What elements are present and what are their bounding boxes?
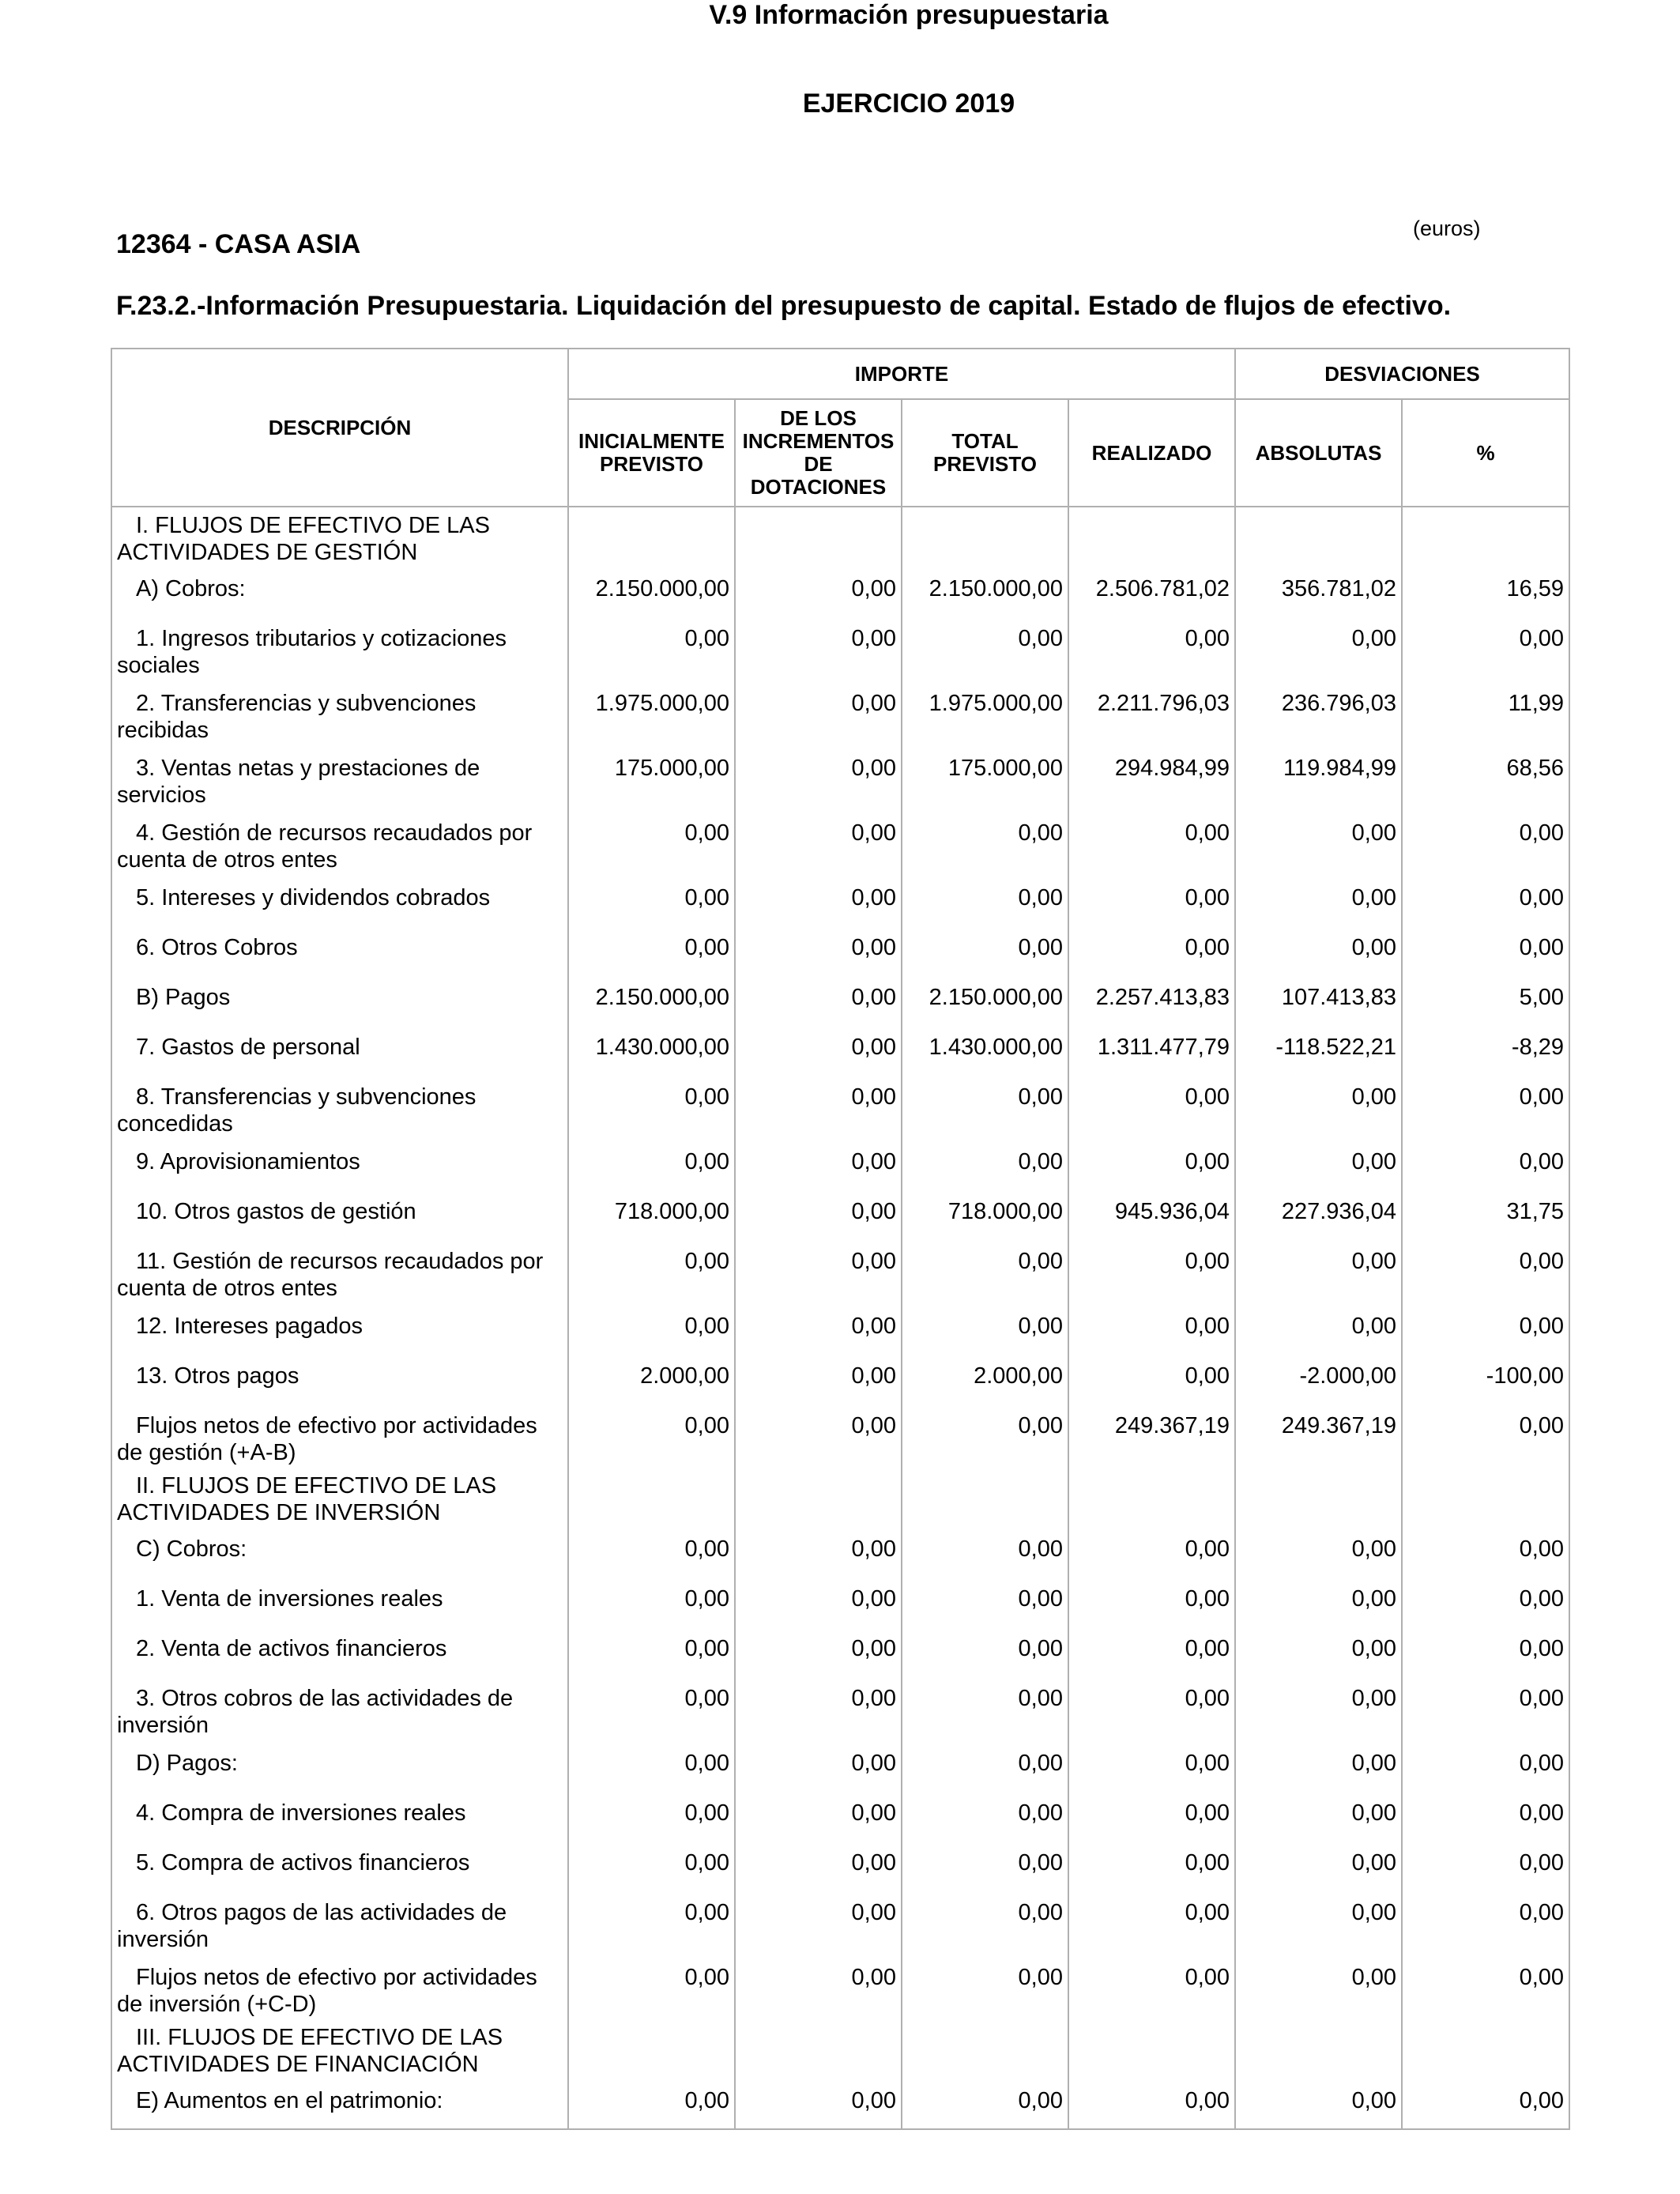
- row-label: 2. Venta de activos financieros: [136, 1636, 447, 1661]
- row-label: C) Cobros:: [136, 1536, 247, 1562]
- cell-incrementos: 0,00: [735, 616, 902, 680]
- cell-realizado: 2.211.796,03: [1068, 680, 1235, 745]
- cell-inicialmente-previsto: 175.000,00: [568, 745, 735, 810]
- form-title: F.23.2.-Información Presupuestaria. Liquidación del presupuesto de capital. Estado de flujos de efectivo.: [116, 291, 1452, 321]
- row-label: 3. Ventas netas y prestaciones de servicios: [117, 756, 480, 808]
- cell-total-previsto: 0,00: [902, 1403, 1068, 1468]
- row-label: E) Aumentos en el patrimonio:: [136, 2088, 443, 2113]
- cell-incrementos: 0,00: [735, 1576, 902, 1626]
- cell-porcentaje: 68,56: [1402, 745, 1569, 810]
- row-label: Flujos netos de efectivo por actividades de gestión (+A-B): [117, 1413, 537, 1465]
- table-row: [111, 1024, 1569, 1074]
- cell-absolutas: 0,00: [1235, 810, 1402, 875]
- table-row: [111, 1626, 1569, 1676]
- row-label: 9. Aprovisionamientos: [136, 1149, 360, 1174]
- cell-porcentaje: 0,00: [1402, 1238, 1569, 1303]
- cell-absolutas: 0,00: [1235, 1139, 1402, 1189]
- row-description: [111, 1676, 568, 1740]
- units-label: (euros): [1413, 217, 1481, 240]
- cell-inicialmente-previsto: 2.150.000,00: [568, 566, 735, 616]
- row-description: [111, 1189, 568, 1238]
- cell-realizado: [1068, 1468, 1235, 1526]
- cell-porcentaje: 0,00: [1402, 1955, 1569, 2019]
- cell-total-previsto: 2.150.000,00: [902, 566, 1068, 616]
- cell-inicialmente-previsto: 0,00: [568, 1403, 735, 1468]
- header-absolutas: ABSOLUTAS: [1235, 399, 1402, 507]
- cell-absolutas: 0,00: [1235, 1790, 1402, 1840]
- table-row: [111, 680, 1569, 745]
- cell-inicialmente-previsto: 0,00: [568, 1139, 735, 1189]
- cell-absolutas: 0,00: [1235, 616, 1402, 680]
- row-description: [111, 1955, 568, 2019]
- cell-realizado: 0,00: [1068, 1353, 1235, 1403]
- table-row: [111, 1403, 1569, 1468]
- cell-realizado: 0,00: [1068, 1526, 1235, 1576]
- row-description: [111, 1074, 568, 1139]
- cell-incrementos: 0,00: [735, 875, 902, 925]
- row-description: [111, 2019, 568, 2078]
- table-body: [111, 507, 1569, 2129]
- cell-realizado: 0,00: [1068, 1890, 1235, 1955]
- cell-incrementos: 0,00: [735, 1790, 902, 1840]
- table-row: [111, 566, 1569, 616]
- cell-realizado: 0,00: [1068, 1303, 1235, 1353]
- cell-incrementos: [735, 507, 902, 566]
- cell-absolutas: 249.367,19: [1235, 1403, 1402, 1468]
- cell-porcentaje: 0,00: [1402, 1840, 1569, 1890]
- cell-porcentaje: 0,00: [1402, 1526, 1569, 1576]
- cell-absolutas: 0,00: [1235, 1526, 1402, 1576]
- row-description: [111, 974, 568, 1024]
- table-row: [111, 875, 1569, 925]
- cell-inicialmente-previsto: 0,00: [568, 1526, 735, 1576]
- cell-absolutas: 0,00: [1235, 1074, 1402, 1139]
- cell-porcentaje: [1402, 1468, 1569, 1526]
- cell-porcentaje: 0,00: [1402, 1740, 1569, 1790]
- cell-absolutas: 236.796,03: [1235, 680, 1402, 745]
- cell-absolutas: 0,00: [1235, 1626, 1402, 1676]
- cell-absolutas: -2.000,00: [1235, 1353, 1402, 1403]
- cell-inicialmente-previsto: 0,00: [568, 1238, 735, 1303]
- cell-inicialmente-previsto: 0,00: [568, 1840, 735, 1890]
- table-row: [111, 1238, 1569, 1303]
- cell-incrementos: 0,00: [735, 810, 902, 875]
- cell-incrementos: 0,00: [735, 1189, 902, 1238]
- cell-porcentaje: [1402, 2019, 1569, 2078]
- table-row: [111, 2078, 1569, 2129]
- cell-realizado: [1068, 507, 1235, 566]
- row-label: D) Pagos:: [136, 1751, 238, 1776]
- row-description: [111, 1238, 568, 1303]
- cell-porcentaje: 16,59: [1402, 566, 1569, 616]
- cell-incrementos: 0,00: [735, 1403, 902, 1468]
- cell-incrementos: [735, 2019, 902, 2078]
- table-row: [111, 1790, 1569, 1840]
- table-row: [111, 616, 1569, 680]
- cell-porcentaje: 0,00: [1402, 1790, 1569, 1840]
- cell-porcentaje: 0,00: [1402, 1139, 1569, 1189]
- cell-absolutas: 356.781,02: [1235, 566, 1402, 616]
- cell-porcentaje: 11,99: [1402, 680, 1569, 745]
- cell-total-previsto: 0,00: [902, 1526, 1068, 1576]
- section-title: V.9 Información presupuestaria: [709, 0, 1109, 30]
- cell-realizado: 0,00: [1068, 1676, 1235, 1740]
- entity-name: 12364 - CASA ASIA: [116, 229, 361, 259]
- header-total-previsto: TOTAL PREVISTO: [902, 399, 1068, 507]
- cell-total-previsto: 0,00: [902, 1074, 1068, 1139]
- cell-inicialmente-previsto: 0,00: [568, 810, 735, 875]
- row-description: [111, 810, 568, 875]
- cell-inicialmente-previsto: 718.000,00: [568, 1189, 735, 1238]
- cell-porcentaje: 0,00: [1402, 1626, 1569, 1676]
- cell-absolutas: 0,00: [1235, 1676, 1402, 1740]
- table-row: [111, 1740, 1569, 1790]
- row-description: [111, 1139, 568, 1189]
- cell-inicialmente-previsto: 0,00: [568, 1074, 735, 1139]
- row-label: 12. Intereses pagados: [136, 1314, 363, 1339]
- cell-absolutas: 0,00: [1235, 2078, 1402, 2129]
- row-label: B) Pagos: [136, 985, 231, 1010]
- cell-porcentaje: 0,00: [1402, 2078, 1569, 2129]
- table-row: [111, 1526, 1569, 1576]
- row-label: 7. Gastos de personal: [136, 1035, 360, 1060]
- cell-total-previsto: 0,00: [902, 1955, 1068, 2019]
- row-description: [111, 1626, 568, 1676]
- row-description: [111, 1840, 568, 1890]
- table-row: [111, 1576, 1569, 1626]
- row-label: 5. Compra de activos financieros: [136, 1850, 470, 1875]
- row-label: 3. Otros cobros de las actividades de inversión: [117, 1686, 514, 1738]
- cell-incrementos: 0,00: [735, 1303, 902, 1353]
- cell-total-previsto: 0,00: [902, 1303, 1068, 1353]
- cell-absolutas: 227.936,04: [1235, 1189, 1402, 1238]
- cell-total-previsto: 2.000,00: [902, 1353, 1068, 1403]
- cell-incrementos: 0,00: [735, 925, 902, 974]
- cell-total-previsto: 2.150.000,00: [902, 974, 1068, 1024]
- row-description: [111, 1303, 568, 1353]
- cell-absolutas: [1235, 1468, 1402, 1526]
- table-row: [111, 1890, 1569, 1955]
- row-label: 1. Venta de inversiones reales: [136, 1586, 443, 1612]
- row-description: [111, 680, 568, 745]
- cell-total-previsto: 0,00: [902, 875, 1068, 925]
- row-label: 6. Otros Cobros: [136, 935, 298, 960]
- cell-porcentaje: 0,00: [1402, 1576, 1569, 1626]
- row-label: II. FLUJOS DE EFECTIVO DE LAS ACTIVIDADES DE INVERSIÓN: [117, 1473, 497, 1525]
- cell-total-previsto: 0,00: [902, 1840, 1068, 1890]
- cell-inicialmente-previsto: 2.150.000,00: [568, 974, 735, 1024]
- cell-total-previsto: 0,00: [902, 1676, 1068, 1740]
- cell-total-previsto: 0,00: [902, 1139, 1068, 1189]
- cell-absolutas: 0,00: [1235, 1890, 1402, 1955]
- cell-absolutas: 0,00: [1235, 875, 1402, 925]
- cell-realizado: 2.506.781,02: [1068, 566, 1235, 616]
- cell-inicialmente-previsto: [568, 2019, 735, 2078]
- table-row: [111, 1840, 1569, 1890]
- row-label: A) Cobros:: [136, 576, 246, 601]
- cell-realizado: [1068, 2019, 1235, 2078]
- cell-incrementos: 0,00: [735, 1626, 902, 1676]
- row-label: 4. Compra de inversiones reales: [136, 1800, 466, 1826]
- row-label: 4. Gestión de recursos recaudados por cuenta de otros entes: [117, 820, 533, 873]
- cell-absolutas: 119.984,99: [1235, 745, 1402, 810]
- cell-total-previsto: 0,00: [902, 1576, 1068, 1626]
- table-row: [111, 974, 1569, 1024]
- row-description: [111, 1468, 568, 1526]
- row-description: [111, 745, 568, 810]
- cell-realizado: 1.311.477,79: [1068, 1024, 1235, 1074]
- cell-realizado: 0,00: [1068, 1576, 1235, 1626]
- cell-absolutas: 0,00: [1235, 1576, 1402, 1626]
- table-row: [111, 1074, 1569, 1139]
- cell-porcentaje: -100,00: [1402, 1353, 1569, 1403]
- cell-porcentaje: 0,00: [1402, 1403, 1569, 1468]
- cell-inicialmente-previsto: 0,00: [568, 1740, 735, 1790]
- cell-inicialmente-previsto: 0,00: [568, 1626, 735, 1676]
- cell-total-previsto: 0,00: [902, 810, 1068, 875]
- row-label: 10. Otros gastos de gestión: [136, 1199, 416, 1224]
- exercise-title: EJERCICIO 2019: [802, 89, 1015, 119]
- cell-absolutas: 0,00: [1235, 1740, 1402, 1790]
- row-description: [111, 507, 568, 566]
- cell-porcentaje: 31,75: [1402, 1189, 1569, 1238]
- row-description: [111, 1890, 568, 1955]
- cell-inicialmente-previsto: 0,00: [568, 616, 735, 680]
- cell-incrementos: 0,00: [735, 680, 902, 745]
- cell-absolutas: 0,00: [1235, 1303, 1402, 1353]
- row-description: [111, 1353, 568, 1403]
- cell-total-previsto: 175.000,00: [902, 745, 1068, 810]
- cell-inicialmente-previsto: 0,00: [568, 1676, 735, 1740]
- cell-porcentaje: 0,00: [1402, 1074, 1569, 1139]
- header-inicialmente-previsto: INICIALMENTE PREVISTO: [568, 399, 735, 507]
- cell-porcentaje: 0,00: [1402, 1303, 1569, 1353]
- cell-realizado: 0,00: [1068, 1740, 1235, 1790]
- cell-total-previsto: 0,00: [902, 1890, 1068, 1955]
- table-row: [111, 1955, 1569, 2019]
- cell-porcentaje: 0,00: [1402, 875, 1569, 925]
- row-description: [111, 1790, 568, 1840]
- cell-absolutas: 0,00: [1235, 1840, 1402, 1890]
- cell-total-previsto: 1.975.000,00: [902, 680, 1068, 745]
- row-label: I. FLUJOS DE EFECTIVO DE LAS ACTIVIDADES DE GESTIÓN: [117, 513, 490, 565]
- cell-inicialmente-previsto: 0,00: [568, 1576, 735, 1626]
- cell-total-previsto: 1.430.000,00: [902, 1024, 1068, 1074]
- cell-total-previsto: 0,00: [902, 1238, 1068, 1303]
- row-description: [111, 616, 568, 680]
- cell-porcentaje: 0,00: [1402, 1676, 1569, 1740]
- cell-incrementos: 0,00: [735, 1840, 902, 1890]
- table-row: [111, 1189, 1569, 1238]
- cell-incrementos: [735, 1468, 902, 1526]
- cell-inicialmente-previsto: 0,00: [568, 925, 735, 974]
- cell-incrementos: 0,00: [735, 1955, 902, 2019]
- cell-total-previsto: [902, 507, 1068, 566]
- cell-incrementos: 0,00: [735, 1526, 902, 1576]
- table-row: [111, 810, 1569, 875]
- cell-porcentaje: 0,00: [1402, 810, 1569, 875]
- cell-absolutas: [1235, 507, 1402, 566]
- cell-inicialmente-previsto: 0,00: [568, 1890, 735, 1955]
- cell-realizado: 0,00: [1068, 1238, 1235, 1303]
- cell-realizado: 0,00: [1068, 616, 1235, 680]
- cell-inicialmente-previsto: 0,00: [568, 1303, 735, 1353]
- row-description: [111, 875, 568, 925]
- cell-realizado: 294.984,99: [1068, 745, 1235, 810]
- cell-inicialmente-previsto: 0,00: [568, 1955, 735, 2019]
- cell-inicialmente-previsto: [568, 1468, 735, 1526]
- cell-porcentaje: 5,00: [1402, 974, 1569, 1024]
- cell-inicialmente-previsto: 1.975.000,00: [568, 680, 735, 745]
- table-row: [111, 1139, 1569, 1189]
- cell-realizado: 0,00: [1068, 925, 1235, 974]
- cell-porcentaje: 0,00: [1402, 616, 1569, 680]
- cell-porcentaje: -8,29: [1402, 1024, 1569, 1074]
- cell-incrementos: 0,00: [735, 566, 902, 616]
- cell-inicialmente-previsto: 0,00: [568, 875, 735, 925]
- header-importe: IMPORTE: [568, 349, 1235, 399]
- table-row: [111, 1468, 1569, 1526]
- cell-realizado: 0,00: [1068, 1955, 1235, 2019]
- cell-realizado: 0,00: [1068, 1626, 1235, 1676]
- cell-realizado: 945.936,04: [1068, 1189, 1235, 1238]
- cell-inicialmente-previsto: 0,00: [568, 2078, 735, 2129]
- table-row: [111, 925, 1569, 974]
- row-label: 6. Otros pagos de las actividades de inversión: [117, 1900, 507, 1952]
- row-description: [111, 566, 568, 616]
- cell-incrementos: 0,00: [735, 745, 902, 810]
- cell-porcentaje: 0,00: [1402, 925, 1569, 974]
- cell-absolutas: 107.413,83: [1235, 974, 1402, 1024]
- cell-total-previsto: 0,00: [902, 925, 1068, 974]
- cell-incrementos: 0,00: [735, 1024, 902, 1074]
- row-label: 13. Otros pagos: [136, 1363, 299, 1389]
- row-description: [111, 1576, 568, 1626]
- cell-absolutas: -118.522,21: [1235, 1024, 1402, 1074]
- cell-inicialmente-previsto: 0,00: [568, 1790, 735, 1840]
- cell-total-previsto: 0,00: [902, 1790, 1068, 1840]
- cell-incrementos: 0,00: [735, 1074, 902, 1139]
- cell-incrementos: 0,00: [735, 2078, 902, 2129]
- cell-incrementos: 0,00: [735, 1740, 902, 1790]
- row-description: [111, 1526, 568, 1576]
- table-row: [111, 1303, 1569, 1353]
- row-label: 11. Gestión de recursos recaudados por cuenta de otros entes: [117, 1249, 544, 1301]
- cell-incrementos: 0,00: [735, 1139, 902, 1189]
- cell-realizado: 0,00: [1068, 2078, 1235, 2129]
- cell-total-previsto: 0,00: [902, 1626, 1068, 1676]
- header-desviaciones: DESVIACIONES: [1235, 349, 1569, 399]
- row-description: [111, 1740, 568, 1790]
- cell-porcentaje: [1402, 507, 1569, 566]
- cell-incrementos: 0,00: [735, 1238, 902, 1303]
- cash-flow-table: [111, 348, 1570, 2130]
- header-porcentaje: %: [1402, 399, 1569, 507]
- row-label: 8. Transferencias y subvenciones concedidas: [117, 1084, 477, 1137]
- cell-incrementos: 0,00: [735, 1353, 902, 1403]
- cell-total-previsto: 0,00: [902, 2078, 1068, 2129]
- row-label: 5. Intereses y dividendos cobrados: [136, 885, 491, 910]
- cell-realizado: 0,00: [1068, 1074, 1235, 1139]
- cell-realizado: 0,00: [1068, 810, 1235, 875]
- cell-absolutas: 0,00: [1235, 925, 1402, 974]
- cell-porcentaje: 0,00: [1402, 1890, 1569, 1955]
- row-description: [111, 2078, 568, 2129]
- table-row: [111, 745, 1569, 810]
- table-row: [111, 2019, 1569, 2078]
- cell-total-previsto: [902, 2019, 1068, 2078]
- table-row: [111, 1353, 1569, 1403]
- cell-absolutas: 0,00: [1235, 1955, 1402, 2019]
- row-label: Flujos netos de efectivo por actividades de inversión (+C-D): [117, 1965, 537, 2017]
- cell-total-previsto: 0,00: [902, 616, 1068, 680]
- cell-realizado: 249.367,19: [1068, 1403, 1235, 1468]
- cell-inicialmente-previsto: 2.000,00: [568, 1353, 735, 1403]
- cell-realizado: 2.257.413,83: [1068, 974, 1235, 1024]
- row-description: [111, 1024, 568, 1074]
- cell-incrementos: 0,00: [735, 1676, 902, 1740]
- cell-realizado: 0,00: [1068, 1790, 1235, 1840]
- row-label: III. FLUJOS DE EFECTIVO DE LAS ACTIVIDADES DE FINANCIACIÓN: [117, 2025, 503, 2077]
- cell-realizado: 0,00: [1068, 875, 1235, 925]
- row-label: 2. Transferencias y subvenciones recibidas: [117, 691, 477, 743]
- cell-realizado: 0,00: [1068, 1840, 1235, 1890]
- cell-total-previsto: 0,00: [902, 1740, 1068, 1790]
- header-descripcion: DESCRIPCIÓN: [111, 349, 568, 507]
- table-row: [111, 507, 1569, 566]
- cell-incrementos: 0,00: [735, 1890, 902, 1955]
- cell-absolutas: 0,00: [1235, 1238, 1402, 1303]
- row-label: 1. Ingresos tributarios y cotizaciones sociales: [117, 626, 507, 678]
- cell-incrementos: 0,00: [735, 974, 902, 1024]
- cell-total-previsto: [902, 1468, 1068, 1526]
- cell-realizado: 0,00: [1068, 1139, 1235, 1189]
- row-description: [111, 925, 568, 974]
- header-incrementos: DE LOS INCREMENTOS DE DOTACIONES: [735, 399, 902, 507]
- row-description: [111, 1403, 568, 1468]
- cell-absolutas: [1235, 2019, 1402, 2078]
- cell-inicialmente-previsto: [568, 507, 735, 566]
- header-realizado: REALIZADO: [1068, 399, 1235, 507]
- cell-inicialmente-previsto: 1.430.000,00: [568, 1024, 735, 1074]
- table-row: [111, 1676, 1569, 1740]
- cell-total-previsto: 718.000,00: [902, 1189, 1068, 1238]
